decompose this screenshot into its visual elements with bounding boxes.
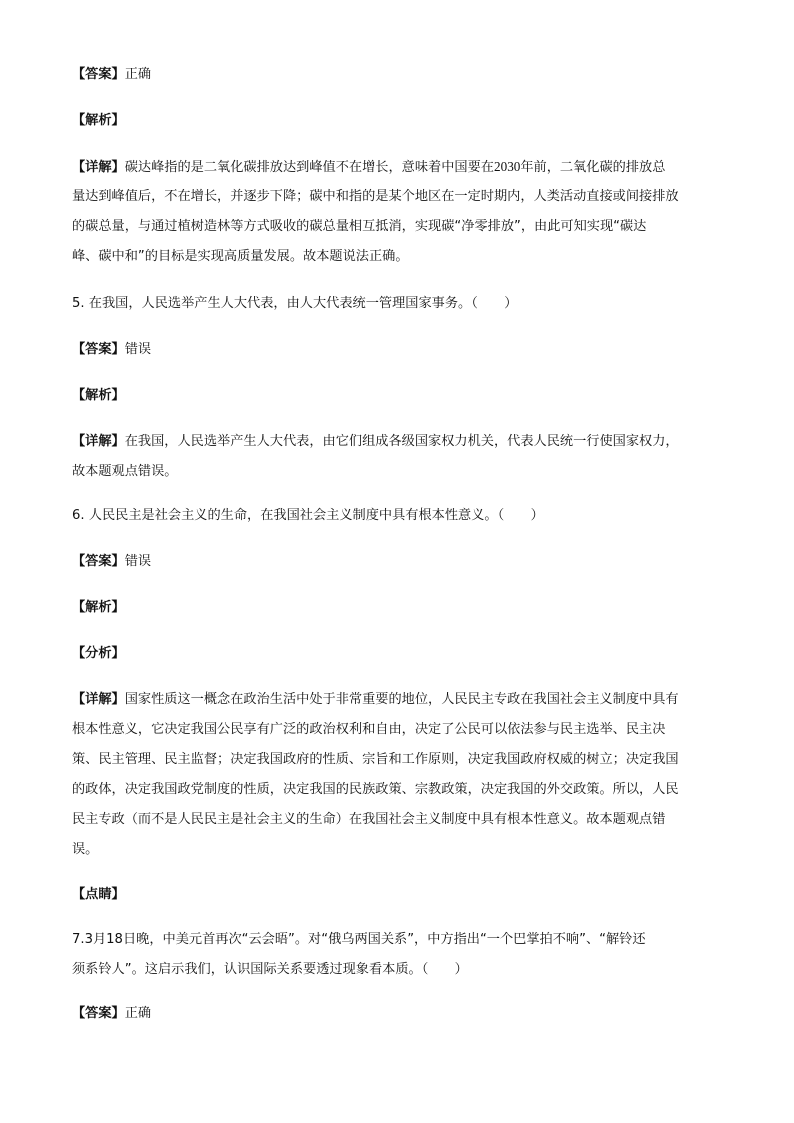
q5-question-text: 在我国，人民选举产生人大代表，由人大代表统一管理国家事务。（ ） <box>88 296 518 311</box>
q7-answer-line <box>72 1005 732 1023</box>
q6-detail-line-4 <box>72 781 732 799</box>
q6-detail-line-5 <box>72 811 732 829</box>
q6-answer-line <box>72 553 732 571</box>
q6-detail-line-2 <box>72 721 732 739</box>
q6-detail-text-3: 策、民主管理、民主监督；决定我国政府的性质、宗旨和工作原则，决定我国政府权威的树立；决定我国 <box>72 752 679 767</box>
q4-answer-line <box>72 66 732 84</box>
q7-question-text-1: 3月18日晚，中美元首再次“云会晤”。对“俄乌两国关系”，中方指出“一个巴掌拍不响”、“解铃还 <box>84 932 646 947</box>
q7-answer-value: 正确 <box>124 1006 152 1021</box>
q4-answer-value: 正确 <box>124 67 152 82</box>
q4-detail-line-2 <box>72 188 732 206</box>
q6-highlight-line <box>72 886 732 904</box>
q6-number: 6. <box>72 508 85 523</box>
breakdown-label: 【分析】 <box>72 646 125 661</box>
q7-question-text-2: 须系铃人”。这启示我们，认识国际关系要透过现象看本质。（ ） <box>72 962 468 977</box>
q6-question-line <box>72 507 732 525</box>
q6-detail-line-6 <box>72 841 732 859</box>
q5-number: 5. <box>72 296 85 311</box>
answer-label: 【答案】 <box>72 342 125 357</box>
q5-answer-line <box>72 341 732 359</box>
q4-detail-text-3: 量达到峰值后，不在增长，并逐步下降；碳中和指的是某个地区在一定时期内，人类活动直接或间接排放 <box>72 189 679 204</box>
q6-detail-line-1 <box>72 691 732 709</box>
q6-detail-text-6: 误。 <box>72 842 99 857</box>
highlight-label: 【点睛】 <box>72 887 125 902</box>
analysis-label: 【解析】 <box>72 388 125 403</box>
q5-detail-line-1 <box>72 433 732 451</box>
answer-label: 【答案】 <box>72 554 125 569</box>
q6-breakdown-line <box>72 645 732 663</box>
analysis-label: 【解析】 <box>72 113 125 128</box>
q5-detail-text-2: 故本题观点错误。 <box>72 464 178 479</box>
q5-detail-line-2 <box>72 463 732 481</box>
q6-answer-value: 错误 <box>124 554 152 569</box>
analysis-label: 【解析】 <box>72 600 125 615</box>
q6-detail-text-5: 民主专政（而不是人民民主是社会主义的生命）在我国社会主义制度中具有根本性意义。故本题观点错 <box>72 812 666 827</box>
q5-answer-value: 错误 <box>124 342 152 357</box>
detail-label: 【详解】 <box>72 434 125 449</box>
q6-question-text: 人民民主是社会主义的生命，在我国社会主义制度中具有根本性意义。（ ） <box>88 508 544 523</box>
q4-year: 2030 <box>494 159 521 174</box>
q5-detail-text-1: 在我国，人民选举产生人大代表，由它们组成各级国家权力机关，代表人民统一行使国家权力， <box>124 434 679 449</box>
q7-number: 7. <box>72 932 85 947</box>
q4-detail-text-5: 峰、碳中和”的目标是实现高质量发展。故本题说法正确。 <box>72 249 409 264</box>
detail-label: 【详解】 <box>72 160 125 175</box>
q4-detail-text-1: 碳达峰指的是二氧化碳排放达到峰值不在增长，意味着中国要在 <box>124 160 494 175</box>
q6-detail-text-1: 国家性质这一概念在政治生活中处于非常重要的地位，人民民主专政在我国社会主义制度中具有 <box>124 692 679 707</box>
q5-question-line <box>72 295 732 313</box>
q6-detail-line-3 <box>72 751 732 769</box>
q5-analysis-line <box>72 387 732 405</box>
q4-detail-text-4: 的碳总量，与通过植树造林等方式吸收的碳总量相互抵消，实现碳“净零排放”，由此可知实现“碳达 <box>72 219 647 234</box>
q4-detail-line-4 <box>72 248 732 266</box>
q4-detail-line-1 <box>72 158 732 177</box>
answer-label: 【答案】 <box>72 1006 125 1021</box>
detail-label: 【详解】 <box>72 692 125 707</box>
q4-detail-text-2: 年前，二氧化碳的排放总 <box>520 160 666 175</box>
q6-analysis-line <box>72 599 732 617</box>
q7-question-line-2 <box>72 961 732 979</box>
q6-detail-text-4: 的政体，决定我国政党制度的性质，决定我国的民族政策、宗教政策，决定我国的外交政策。所以，人民 <box>72 782 679 797</box>
q7-question-line-1 <box>72 931 732 949</box>
q4-analysis-line <box>72 112 732 130</box>
q4-detail-line-3 <box>72 218 732 236</box>
answer-label: 【答案】 <box>72 67 125 82</box>
q6-detail-text-2: 根本性意义，它决定我国公民享有广泛的政治权利和自由，决定了公民可以依法参与民主选举、民主决 <box>72 722 666 737</box>
